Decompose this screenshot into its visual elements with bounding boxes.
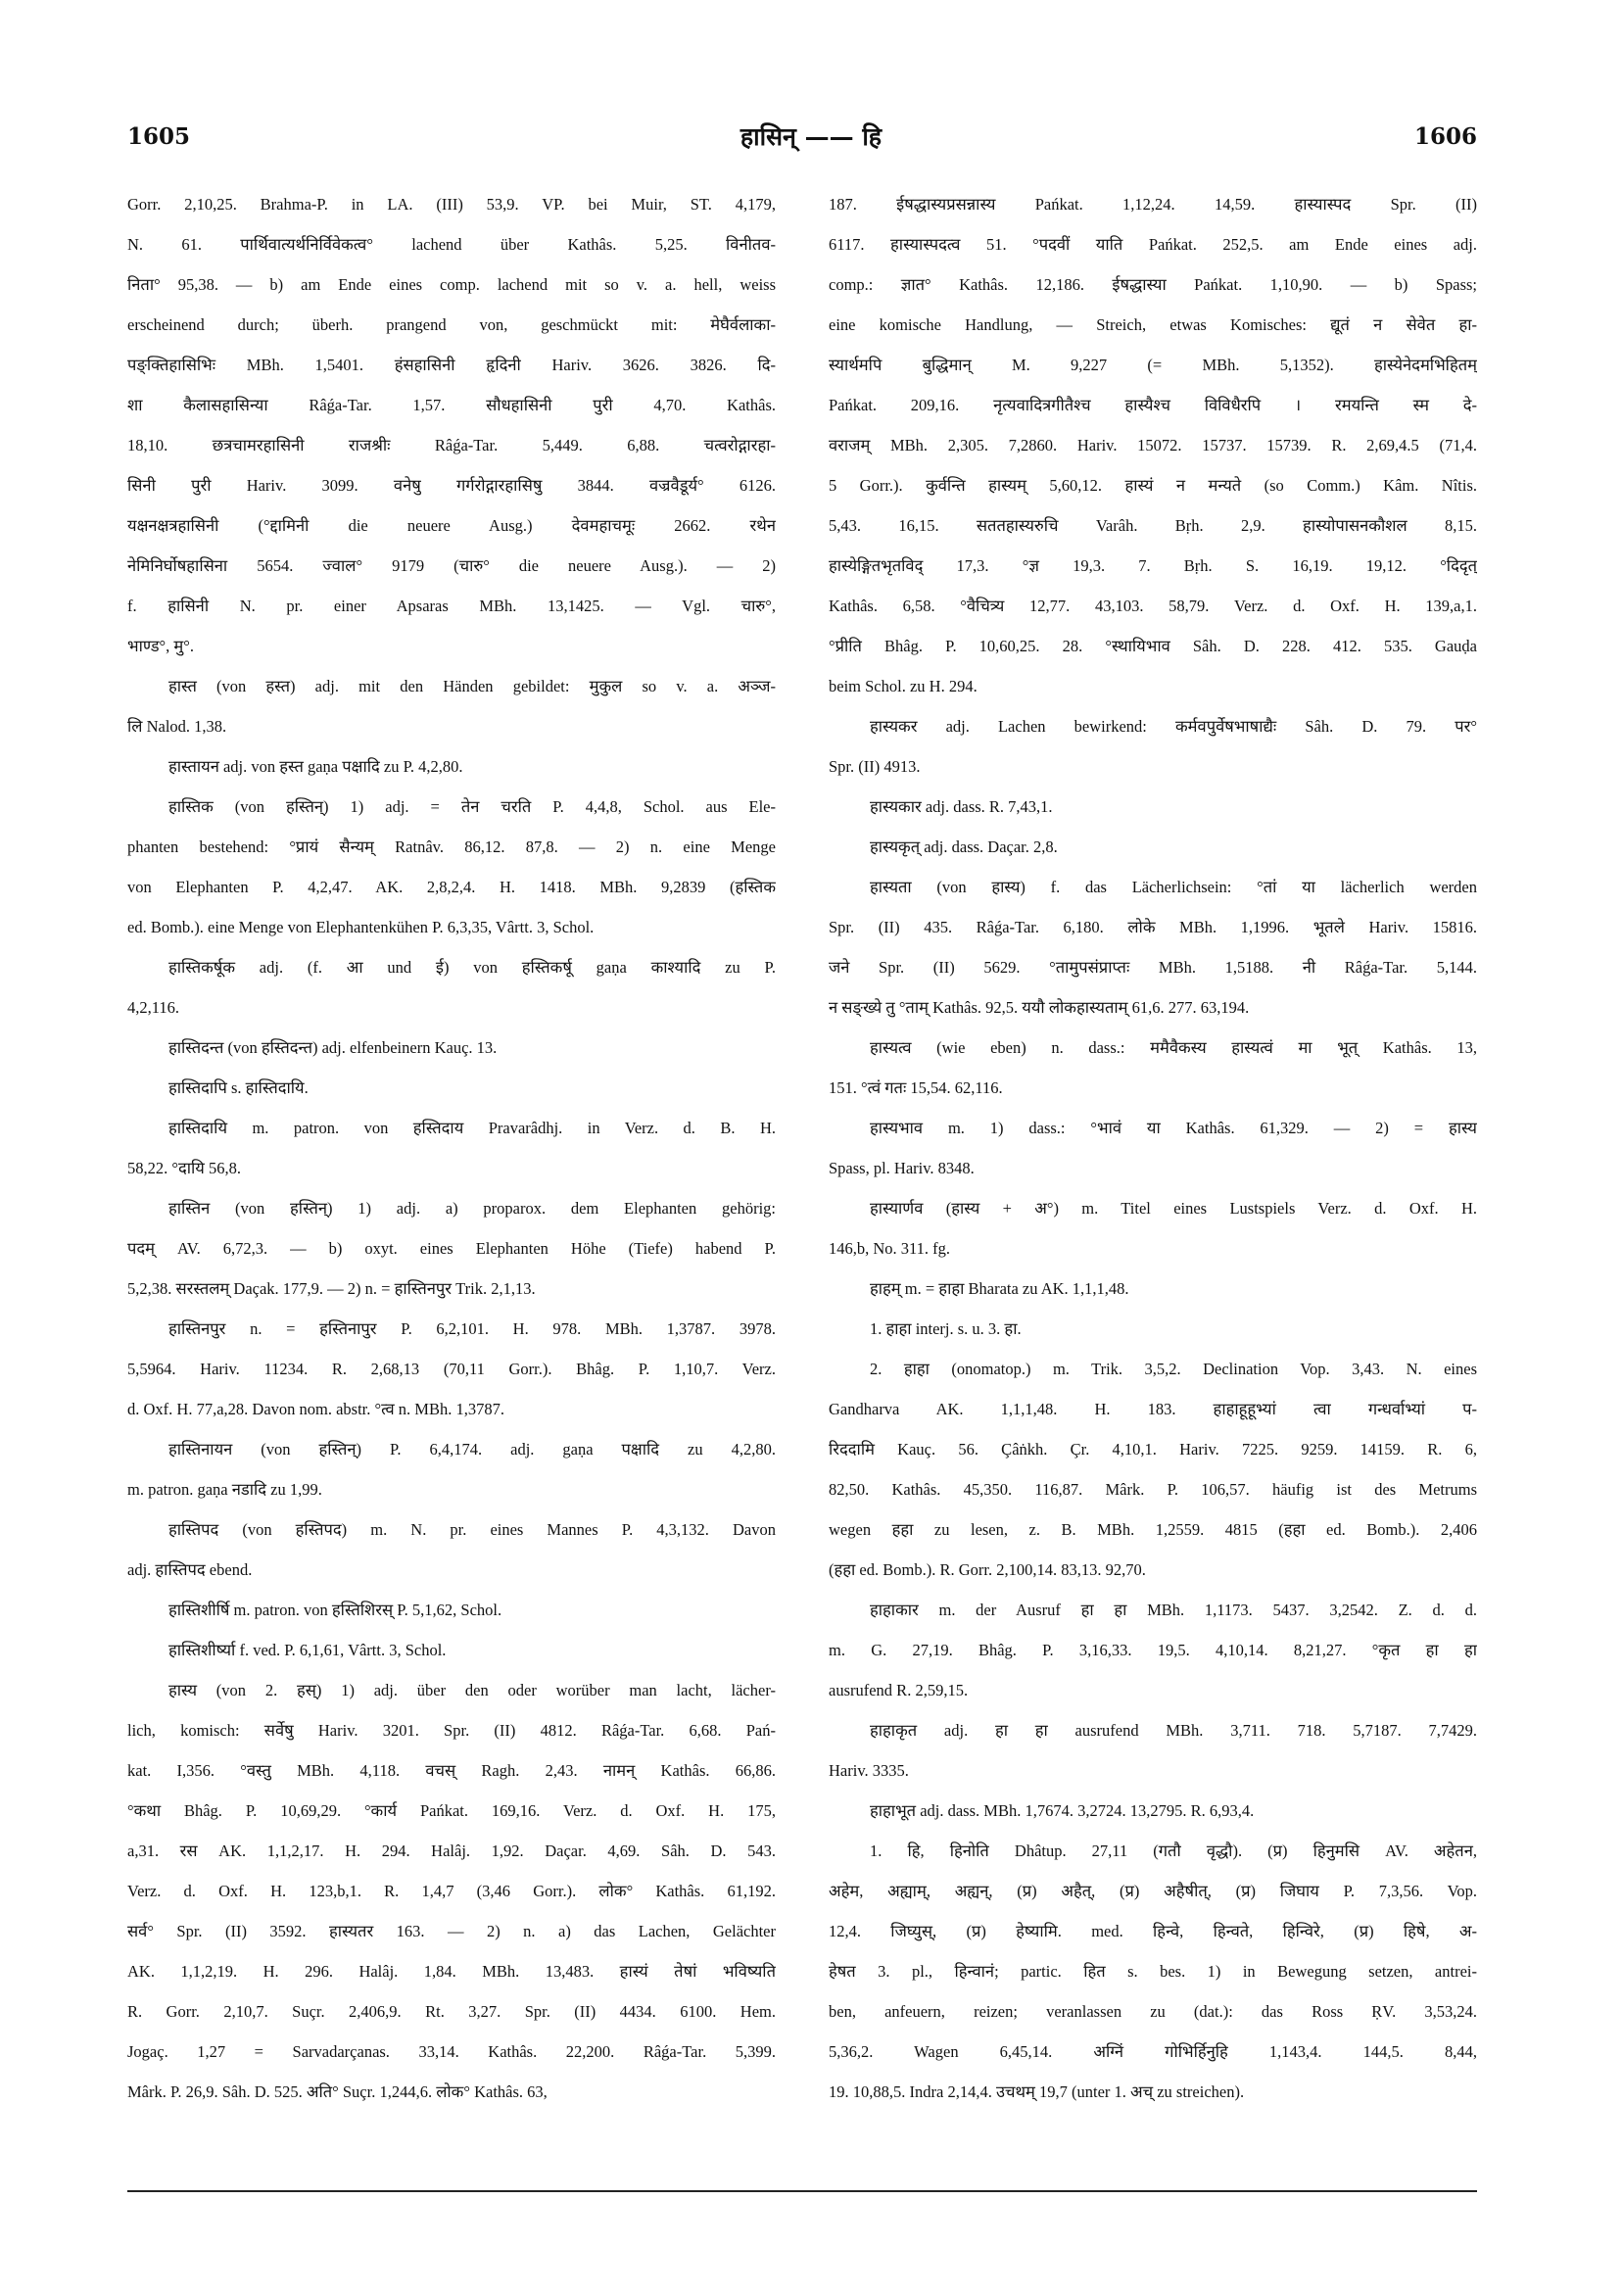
text-line: von Elephanten P. 4,2,47. AK. 2,8,2,4. H. 1418. MBh. 9,2839 (हस्तिक	[127, 878, 776, 896]
dictionary-entry	[829, 1710, 1477, 1791]
dictionary-entry	[829, 1349, 1477, 1590]
text-line: Spr. (II) 4913.	[829, 757, 921, 776]
text-line: Gorr. 2,10,25. Brahma-P. in LA. (III) 53,9. VP. bei Muir, ST. 4,179,	[127, 195, 776, 214]
entry-headline: हास्यभाव m. 1) dass.: °भावं या Kathâs. 61,329. — 2) = हास्य	[870, 1119, 1477, 1137]
text-line: सिनी पुरी Hariv. 3099. वनेषु गर्गरोद्गारहासिषु 3844. वज्रवैडूर्य° 6126.	[127, 476, 776, 495]
dictionary-entry	[829, 787, 1477, 827]
dictionary-entry	[127, 666, 776, 746]
text-line: वराजम् MBh. 2,305. 7,2860. Hariv. 15072. 15737. 15739. R. 2,69,4.5 (71,4.	[829, 436, 1477, 454]
text-line: 19. 10,88,5. Indra 2,14,4. उचथम् 19,7 (unter 1. अच् zu streichen).	[829, 2082, 1245, 2101]
right-column	[829, 184, 1477, 2173]
text-line: Mârk. P. 26,9. Sâh. D. 525. अति° Suçr. 1,244,6. लोक° Kathâs. 63,	[127, 2082, 548, 2101]
entry-headline: हाहाकृत adj. हा हा ausrufend MBh. 3,711. 718. 5,7187. 7,7429.	[870, 1721, 1477, 1740]
text-line: Spr. (II) 435. Râǵa-Tar. 6,180. लोके MBh. 1,1996. भूतले Hariv. 15816.	[829, 918, 1477, 936]
text-line: 187. ईषद्धास्यप्रसन्नास्य Pańkat. 1,12,24. 14,59. हास्यास्पद Spr. (II)	[829, 195, 1477, 214]
text-line: m. patron. gaṇa नडादि zu 1,99.	[127, 1480, 322, 1499]
text-line: Pańkat. 209,16. नृत्यवादित्रगीतैश्च हास्यैश्च विविधैरपि । रमयन्ति स्म दे-	[829, 396, 1477, 414]
dictionary-entry	[127, 746, 776, 787]
entry-headline: हास्यार्णव (हास्य + अ°) m. Titel eines Lustspiels Verz. d. Oxf. H.	[870, 1199, 1477, 1218]
entry-headline: हाहाभूत adj. dass. MBh. 1,7674. 3,2724. 13,2795. R. 6,93,4.	[870, 1801, 1255, 1820]
entry-headline: हास्त (von हस्त) adj. mit den Händen gebildet: मुकुल so v. a. अञ्ज-	[168, 677, 776, 695]
text-line: 4,2,116.	[127, 998, 180, 1017]
entry-headline: हास्यकृत् adj. dass. Daçar. 2,8.	[870, 837, 1058, 856]
text-line: Spass, pl. Hariv. 8348.	[829, 1159, 975, 1177]
text-line: 82,50. Kathâs. 45,350. 116,87. Mârk. P. 106,57. häufig ist des Metrums	[829, 1480, 1477, 1499]
text-line: भाण्ड°, मु°.	[127, 637, 194, 655]
text-line: N. 61. पार्थिवात्यर्थनिर्विवेकत्व° lachend über Kathâs. 5,25. विनीतव-	[127, 235, 776, 254]
entry-headline: हास्तिन (von हस्तिन्) 1) adj. a) proparox. dem Elephanten gehörig:	[168, 1199, 776, 1218]
entry-headline: हास्तिशीर्ष्या f. ved. P. 6,1,61, Vârtt. 3, Schol.	[168, 1641, 447, 1659]
text-line: सर्व° Spr. (II) 3592. हास्यतर 163. — 2) n. a) das Lachen, Gelächter	[127, 1922, 776, 1940]
text-line: 6117. हास्यास्पदत्व 51. °पदवीं याति Pańkat. 252,5. am Ende eines adj.	[829, 235, 1477, 254]
text-line: °प्रीति Bhâg. P. 10,60,25. 28. °स्थायिभाव Sâh. D. 228. 412. 535. Gauḍa	[829, 637, 1477, 655]
text-line: निता° 95,38. — b) am Ende eines comp. lachend mit so v. a. hell, weiss	[127, 275, 776, 294]
text-line: ed. Bomb.). eine Menge von Elephantenkühen P. 6,3,35, Vârtt. 3, Schol.	[127, 918, 595, 936]
text-line: Hariv. 3335.	[829, 1761, 909, 1780]
text-line: न सङ्ख्ये तु °ताम् Kathâs. 92,5. ययौ लोकहास्यताम् 61,6. 277. 63,194.	[829, 998, 1250, 1017]
dictionary-entry	[829, 1108, 1477, 1188]
entry-headline: हास्तिकर्षूक adj. (f. आ und ई) von हस्तिकर्षू gaṇa काश्यादि zu P.	[168, 958, 776, 977]
text-line: 5,43. 16,15. सततहास्यरुचि Varâh. Bṛh. 2,9. हास्योपासनकौशल 8,15.	[829, 516, 1477, 535]
text-line: Kathâs. 6,58. °वैचित्र्य 12,77. 43,103. 58,79. Verz. d. Oxf. H. 139,a,1.	[829, 597, 1477, 615]
text-line: हेषत 3. pl., हिन्वानं; partic. हित s. bes. 1) in Bewegung setzen, antrei-	[829, 1962, 1477, 1981]
entry-headline: हास्य (von 2. हस्) 1) adj. über den oder worüber man lacht, lächer-	[168, 1681, 776, 1699]
text-line: kat. I,356. °वस्तु MBh. 4,118. वचस् Ragh. 2,43. नामन् Kathâs. 66,86.	[127, 1761, 776, 1780]
entry-headline: हास्तिशीर्षि m. patron. von हस्तिशिरस् P. 5,1,62, Schol.	[168, 1601, 502, 1619]
dictionary-entry	[127, 1630, 776, 1670]
text-line: अहेम, अह्याम्, अह्यन्, (प्र) अहैत्, (प्र) अहैषीत्, (प्र) जिघाय P. 7,3,56. Vop.	[829, 1882, 1477, 1900]
dictionary-entry	[127, 1108, 776, 1188]
text-line: d. Oxf. H. 77,a,28. Davon nom. abstr. °त्व n. MBh. 1,3787.	[127, 1400, 504, 1418]
entry-headline: हास्तायन adj. von हस्त gaṇa पक्षादि zu P. 4,2,80.	[168, 757, 463, 776]
dictionary-entry	[127, 1429, 776, 1509]
dictionary-entry	[127, 1590, 776, 1630]
dictionary-entry	[829, 706, 1477, 787]
entry-headline: हास्तिक (von हस्तिन्) 1) adj. = तेन चरति P. 4,4,8, Schol. aus Ele-	[168, 797, 776, 816]
text-line: a,31. रस AK. 1,1,2,17. H. 294. Halâj. 1,92. Daçar. 4,69. Sâh. D. 543.	[127, 1842, 776, 1860]
text-line: adj. हास्तिपद ebend.	[127, 1560, 253, 1579]
text-line: रिददामि Kauç. 56. Çâṅkh. Çr. 4,10,1. Hariv. 7225. 9259. 14159. R. 6,	[829, 1440, 1477, 1459]
text-line: लि Nalod. 1,38.	[127, 717, 227, 736]
text-line: Verz. d. Oxf. H. 123,b,1. R. 1,4,7 (3,46 Gorr.). लोक° Kathâs. 61,192.	[127, 1882, 776, 1900]
text-line: erscheinend durch; überh. prangend von, geschmückt mit: मेघैर्वलाका-	[127, 315, 776, 334]
text-line: wegen हहा zu lesen, z. B. MBh. 1,2559. 4815 (हहा ed. Bomb.). 2,406	[829, 1520, 1477, 1539]
entry-headline: हास्तिपद (von हस्तिपद) m. N. pr. eines Mannes P. 4,3,132. Davon	[168, 1520, 776, 1539]
footer-rule	[127, 2190, 1477, 2192]
text-line: beim Schol. zu H. 294.	[829, 677, 978, 695]
text-line: °कथा Bhâg. P. 10,69,29. °कार्य Pańkat. 169,16. Verz. d. Oxf. H. 175,	[127, 1801, 776, 1820]
dictionary-entry	[829, 1028, 1477, 1108]
text-line: 5,36,2. Wagen 6,45,14. अग्निं गोभिर्हिनुहि 1,143,4. 144,5. 8,44,	[829, 2042, 1477, 2061]
dictionary-entry	[127, 1509, 776, 1590]
text-line: स्यार्थमपि बुद्धिमान् M. 9,227 (= MBh. 5,1352). हास्येनेदमभिहितम्	[829, 356, 1477, 374]
running-title: हासिन् —— हि	[739, 122, 883, 151]
dictionary-entry	[127, 1309, 776, 1429]
entry-headline: 1. हाहा interj. s. u. 3. हा.	[870, 1319, 1022, 1338]
text-line: 18,10. छत्रचामरहासिनी राजश्रीः Râǵa-Tar. 5,449. 6,88. चत्वरोद्गारहा-	[127, 436, 776, 454]
entry-headline: हाहम् m. = हाहा Bharata zu AK. 1,1,1,48.	[870, 1279, 1129, 1298]
text-line: Gandharva AK. 1,1,1,48. H. 183. हाहाहूहूभ्यां त्वा गन्धर्वाभ्यां प-	[829, 1400, 1477, 1418]
dictionary-entry	[829, 1188, 1477, 1268]
text-line: f. हासिनी N. pr. einer Apsaras MBh. 13,1425. — Vgl. चारु°,	[127, 597, 776, 615]
text-line: ben, anfeuern, reizen; veranlassen zu (dat.): das Ross ṚV. 3,53,24.	[829, 2002, 1477, 2021]
entry-headline: हास्यत्व (wie eben) n. dass.: ममैवैकस्य हास्यत्वं मा भूत् Kathâs. 13,	[870, 1038, 1477, 1057]
entry-headline: हास्तिदायि m. patron. von हस्तिदाय Pravarâdhj. in Verz. d. B. H.	[168, 1119, 776, 1137]
text-line: 5 Gorr.). कुर्वन्ति हास्यम् 5,60,12. हास्यं न मन्यते (so Comm.) Kâm. Nîtis.	[829, 476, 1477, 495]
text-line: यक्षनक्षत्रहासिनी (°द्दामिनी die neuere Ausg.) देवमहाचमूः 2662. रथेन	[127, 516, 776, 535]
text-line: हास्येङ्गितभृतविद् 17,3. °ज्ञ 19,3. 7. Bṛh. S. 16,19. 19,12. °दिदृत्	[829, 556, 1477, 575]
text-line: पङ्क्तिहासिभिः MBh. 1,5401. हंसहासिनी हृदिनी Hariv. 3626. 3826. दि-	[127, 356, 776, 374]
text-line: 146,b, No. 311. fg.	[829, 1239, 951, 1258]
entry-headline: हास्तिदापि s. हास्तिदायि.	[168, 1078, 309, 1097]
dictionary-entry	[127, 1028, 776, 1068]
dictionary-entry	[829, 1791, 1477, 1831]
page-number-right: 1606	[1413, 123, 1477, 150]
dictionary-entry	[127, 1670, 776, 2112]
entry-continuation	[127, 184, 776, 666]
text-line: शा कैलासहासिन्या Râǵa-Tar. 1,57. सौधहासिनी पुरी 4,70. Kathâs.	[127, 396, 776, 414]
text-line: नेमिनिर्घोषहासिना 5654. ज्वाल° 9179 (चारु° die neuere Ausg.). — 2)	[127, 556, 776, 575]
dictionary-entry	[829, 867, 1477, 1028]
page-number-left: 1605	[127, 123, 191, 150]
text-line: m. G. 27,19. Bhâg. P. 3,16,33. 19,5. 4,10,14. 8,21,27. °कृत हा हा	[829, 1641, 1477, 1659]
text-line: AK. 1,1,2,19. H. 296. Halâj. 1,84. MBh. 13,483. हास्यं तेषां भविष्यति	[127, 1962, 776, 1981]
entry-headline: हास्यकार adj. dass. R. 7,43,1.	[870, 797, 1053, 816]
text-line: 58,22. °दायि 56,8.	[127, 1159, 241, 1177]
entry-headline: हास्तिदन्त (von हस्तिदन्त) adj. elfenbeinern Kauç. 13.	[168, 1038, 498, 1057]
dictionary-entry	[829, 1309, 1477, 1349]
text-line: पदम् AV. 6,72,3. — b) oxyt. eines Elephanten Höhe (Tiefe) habend P.	[127, 1239, 776, 1258]
dictionary-entry	[829, 1268, 1477, 1309]
text-line: R. Gorr. 2,10,7. Suçr. 2,406,9. Rt. 3,27. Spr. (II) 4434. 6100. Hem.	[127, 2002, 776, 2021]
entry-headline: हास्यता (von हास्य) f. das Lächerlichsein: °तां या lächerlich werden	[870, 878, 1477, 896]
text-line: 5,2,38. सरस्तलम् Daçak. 177,9. — 2) n. = हास्तिनपुर Trik. 2,1,13.	[127, 1279, 536, 1298]
text-line: ausrufend R. 2,59,15.	[829, 1681, 969, 1699]
entry-headline: हास्तिनपुर n. = हस्तिनापुर P. 6,2,101. H. 978. MBh. 1,3787. 3978.	[168, 1319, 776, 1338]
dictionary-entry	[829, 827, 1477, 867]
dictionary-entry	[127, 1068, 776, 1108]
entry-headline: 2. हाहा (onomatop.) m. Trik. 3,5,2. Declination Vop. 3,43. N. eines	[870, 1360, 1477, 1378]
entry-headline: 1. हि, हिनोति Dhâtup. 27,11 (गतौ वृद्धौ). (प्र) हिनुमसि AV. अहेतन,	[870, 1842, 1477, 1860]
text-line: (हहा ed. Bomb.). R. Gorr. 2,100,14. 83,13. 92,70.	[829, 1560, 1146, 1579]
text-line: 151. °त्वं गतः 15,54. 62,116.	[829, 1078, 1003, 1097]
text-line: lich, komisch: सर्वेषु Hariv. 3201. Spr. (II) 4812. Râǵa-Tar. 6,68. Pań-	[127, 1721, 776, 1740]
dictionary-entry	[127, 1188, 776, 1309]
dictionary-entry	[829, 1831, 1477, 2112]
text-line: phanten bestehend: °प्रायं सैन्यम् Ratnâv. 86,12. 87,8. — 2) n. eine Menge	[127, 837, 776, 856]
text-line: 12,4. जिघ्युस्, (प्र) हेष्यामि. med. हिन्वे, हिन्वते, हिन्विरे, (प्र) हिषे, अ-	[829, 1922, 1477, 1940]
entry-headline: हास्तिनायन (von हस्तिन्) P. 6,4,174. adj. gaṇa पक्षादि zu 4,2,80.	[168, 1440, 776, 1459]
text-line: comp.: ज्ञात° Kathâs. 12,186. ईषद्धास्या Pańkat. 1,10,90. — b) Spass;	[829, 275, 1477, 294]
text-line: जने Spr. (II) 5629. °तामुपसंप्राप्तः MBh. 1,5188. नी Râǵa-Tar. 5,144.	[829, 958, 1477, 977]
entry-headline: हाहाकार m. der Ausruf हा हा MBh. 1,1173. 5437. 3,2542. Z. d. d.	[870, 1601, 1477, 1619]
text-line: eine komische Handlung, — Streich, etwas Komisches: द्यूतं न सेवेत हा-	[829, 315, 1477, 334]
dictionary-entry	[127, 787, 776, 947]
left-column	[127, 184, 776, 2173]
dictionary-entry	[829, 1590, 1477, 1710]
entry-headline: हास्यकर adj. Lachen bewirkend: कर्मवपुर्वेषभाषाद्यैः Sâh. D. 79. पर°	[870, 717, 1477, 736]
text-line: Jogaç. 1,27 = Sarvadarçanas. 33,14. Kathâs. 22,200. Râǵa-Tar. 5,399.	[127, 2042, 776, 2061]
dictionary-entry	[127, 947, 776, 1028]
text-line: 5,5964. Hariv. 11234. R. 2,68,13 (70,11 Gorr.). Bhâg. P. 1,10,7. Verz.	[127, 1360, 776, 1378]
entry-continuation	[829, 184, 1477, 706]
